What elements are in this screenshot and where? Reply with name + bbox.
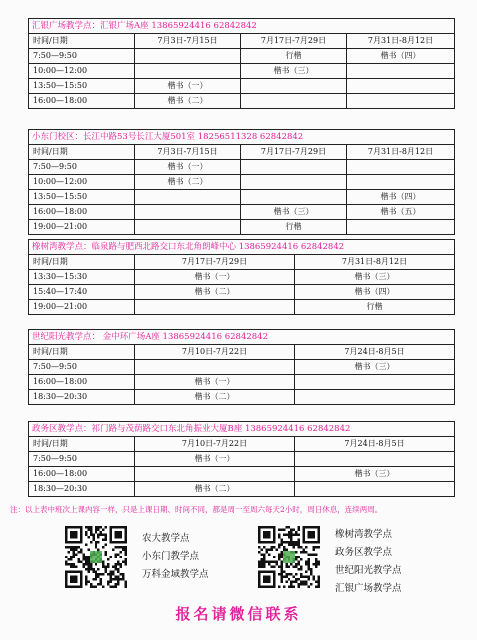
time-slot-cell: 16:00—18:00 [29,205,135,220]
schedule-table-shijiyangguang [28,329,455,405]
class-cell [135,360,295,375]
column-header-date: 7月17日-7月29日 [241,34,347,49]
class-cell [347,94,455,109]
location-list-item: 汇银广场教学点 [335,583,402,594]
class-cell [347,64,455,79]
column-header-time: 时间/日期 [29,34,135,49]
column-header-time: 时间/日期 [29,437,135,452]
class-cell [241,190,347,205]
class-cell: 楷书（二） [135,390,295,405]
location-list-item: 农大教学点 [142,533,190,544]
table-row [29,94,455,109]
class-cell [347,175,455,190]
class-cell [241,160,347,175]
class-cell [295,482,455,497]
wechat-qr-code-left [65,526,127,588]
time-slot-cell: 16:00—18:00 [29,467,135,482]
qr-left-location-list [142,530,209,584]
table-row [29,64,455,79]
class-cell [135,300,295,315]
class-cell: 楷书（三） [295,360,455,375]
class-cell: 楷书（二） [135,175,241,190]
qr-right-location-list [335,526,402,598]
class-cell [347,160,455,175]
class-cell [135,205,241,220]
class-cell: 行楷 [241,220,347,235]
time-slot-cell: 18:30—20:30 [29,482,135,497]
table-row [29,467,455,482]
schedule-table-huiyin [28,18,455,109]
location-list-item: 万科金域教学点 [142,569,209,580]
table-row [29,360,455,375]
table-row [29,300,455,315]
time-slot-cell: 19:00—21:00 [29,300,135,315]
column-header-date: 7月17日-7月29日 [241,145,347,160]
table-row [29,49,455,64]
class-cell: 楷书（四） [295,285,455,300]
class-cell [295,390,455,405]
location-list-item: 政务区教学点 [335,547,393,558]
class-cell [295,452,455,467]
class-cell: 楷书（一） [135,375,295,390]
column-header-time: 时间/日期 [29,255,135,270]
table-row [29,190,455,205]
class-cell: 楷书（四） [347,190,455,205]
class-cell: 楷书（二） [135,482,295,497]
time-slot-cell: 13:50—15:50 [29,190,135,205]
location-list-item: 世纪阳光教学点 [335,565,402,576]
class-cell: 楷书（三） [241,205,347,220]
class-cell: 楷书（五） [347,205,455,220]
class-cell [135,49,241,64]
table-row [29,482,455,497]
table-row [29,220,455,235]
time-slot-cell: 16:00—18:00 [29,375,135,390]
section-header: 政务区教学点：祁门路与茂荫路交口东北角振业大厦B座 13865924416 62842842 [29,422,455,437]
class-cell [295,375,455,390]
column-header-date: 7月31日-8月12日 [347,34,455,49]
table-row [29,79,455,94]
class-cell: 楷书（三） [295,467,455,482]
class-cell: 楷书（一） [135,79,241,94]
class-cell [135,467,295,482]
column-header-date: 7月31日-8月12日 [295,255,455,270]
time-slot-cell: 7:50—9:50 [29,160,135,175]
class-cell: 楷书（一） [135,270,295,285]
class-cell [135,190,241,205]
time-slot-cell: 10:00—12:00 [29,175,135,190]
class-cell: 楷书（三） [295,270,455,285]
table-row [29,270,455,285]
table-row [29,160,455,175]
class-cell: 楷书（三） [241,64,347,79]
table-row [29,175,455,190]
class-cell [347,79,455,94]
section-header: 汇银广场教学点：汇银广场A座 13865924416 62842842 [29,19,455,34]
table-row [29,390,455,405]
time-slot-cell: 13:50—15:50 [29,79,135,94]
column-header-date: 7月17日-7月29日 [135,255,295,270]
column-header-time: 时间/日期 [29,345,135,360]
column-header-date: 7月3日-7月15日 [135,145,241,160]
time-slot-cell: 13:30—15:30 [29,270,135,285]
signup-banner: 报名请微信联系 [175,605,302,623]
wechat-qr-code-right [258,526,320,588]
time-slot-cell: 7:50—9:50 [29,49,135,64]
column-header-date: 7月10日-7月22日 [135,345,295,360]
class-cell [241,175,347,190]
schedule-note: 注：以上表中班次上课内容一样，只是上课日期、时间不同，都是周一至周六每天2小时，周日休息，连续两周。 [10,505,383,514]
schedule-table-xiangshuwan [28,239,455,315]
time-slot-cell: 16:00—18:00 [29,94,135,109]
table-row [29,452,455,467]
time-slot-cell: 10:00—12:00 [29,64,135,79]
class-cell: 行楷 [241,49,347,64]
class-cell [135,64,241,79]
schedule-table-xiaodongmen [28,129,455,235]
class-cell [347,220,455,235]
column-header-date: 7月31日-8月12日 [347,145,455,160]
class-cell [135,220,241,235]
time-slot-cell: 7:50—9:50 [29,360,135,375]
class-cell: 楷书（一） [135,160,241,175]
table-row [29,375,455,390]
time-slot-cell: 15:40—17:40 [29,285,135,300]
section-header: 橡树湾教学点：临泉路与肥西北路交口东北角朗峰中心 13865924416 62842842 [29,240,455,255]
class-cell: 楷书（四） [347,49,455,64]
section-header: 世纪阳光教学点： 金中环广场A座 13865924416 62842842 [29,330,455,345]
column-header-date: 7月24日-8月5日 [295,345,455,360]
location-list-item: 橡树湾教学点 [335,529,393,540]
class-cell: 楷书（一） [135,452,295,467]
class-cell [241,79,347,94]
column-header-date: 7月3日-7月15日 [135,34,241,49]
class-cell [241,94,347,109]
section-header: 小东门校区：长江中路53号长江大厦501室 18256511328 62842842 [29,130,455,145]
column-header-time: 时间/日期 [29,145,135,160]
location-list-item: 小东门教学点 [142,551,200,562]
column-header-date: 7月24日-8月5日 [295,437,455,452]
schedule-table-zhengwuqu [28,421,455,497]
time-slot-cell: 7:50—9:50 [29,452,135,467]
time-slot-cell: 19:00—21:00 [29,220,135,235]
column-header-date: 7月10日-7月22日 [135,437,295,452]
class-cell: 楷书（二） [135,285,295,300]
class-cell: 行楷 [295,300,455,315]
time-slot-cell: 18:30—20:30 [29,390,135,405]
table-row [29,205,455,220]
class-cell: 楷书（二） [135,94,241,109]
table-row [29,285,455,300]
